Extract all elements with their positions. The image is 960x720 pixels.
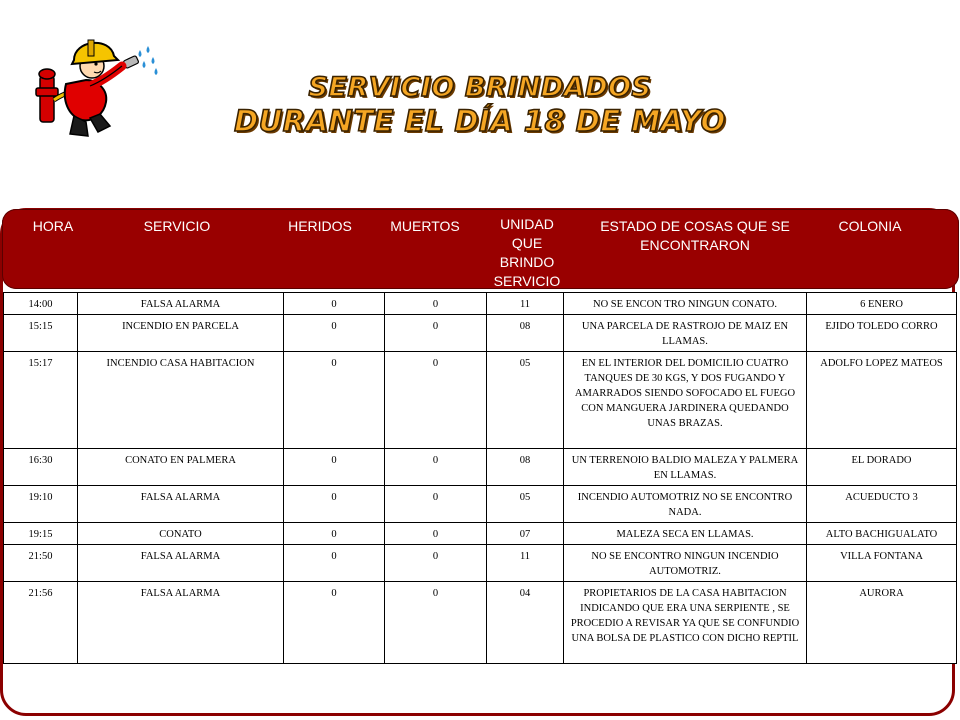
header-muertos: MUERTOS: [390, 218, 460, 234]
cell-hora: 14:00: [4, 293, 78, 315]
services-table: [3, 292, 957, 664]
cell-unidad: 08: [487, 449, 564, 486]
cell-hora: 21:56: [4, 582, 78, 664]
cell-servicio: FALSA ALARMA: [78, 486, 284, 523]
page-title-line2: DURANTE EL DÍA 18 DE MAYO: [234, 104, 726, 138]
cell-muertos: 0: [385, 449, 487, 486]
cell-servicio: INCENDIO EN PARCELA: [78, 315, 284, 352]
cell-hora: 19:10: [4, 486, 78, 523]
cell-servicio: FALSA ALARMA: [78, 545, 284, 582]
table-row: [4, 293, 957, 315]
table-header: [2, 209, 959, 289]
cell-hora: 21:50: [4, 545, 78, 582]
cell-hora: 19:15: [4, 523, 78, 545]
cell-colonia: 6 ENERO: [807, 293, 957, 315]
cell-muertos: 0: [385, 352, 487, 449]
cell-heridos: 0: [284, 449, 385, 486]
cell-colonia: ADOLFO LOPEZ MATEOS: [807, 352, 957, 449]
header-unidad-line1: UNIDAD: [500, 216, 554, 232]
header-heridos: HERIDOS: [288, 218, 352, 234]
cell-heridos: 0: [284, 293, 385, 315]
cell-colonia: AURORA: [807, 582, 957, 664]
cell-muertos: 0: [385, 582, 487, 664]
cell-muertos: 0: [385, 293, 487, 315]
cell-heridos: 0: [284, 352, 385, 449]
cell-estado: NO SE ENCON TRO NINGUN CONATO.: [564, 293, 807, 315]
cell-unidad: 08: [487, 315, 564, 352]
cell-muertos: 0: [385, 315, 487, 352]
cell-heridos: 0: [284, 545, 385, 582]
cell-estado: NO SE ENCONTRO NINGUN INCENDIO AUTOMOTRIZ.: [564, 545, 807, 582]
cell-hora: 15:15: [4, 315, 78, 352]
table-row: [4, 315, 957, 352]
cell-colonia: EL DORADO: [807, 449, 957, 486]
header-unidad: [477, 215, 577, 291]
table-row: [4, 582, 957, 664]
header-unidad-line4: SERVICIO: [493, 273, 561, 289]
cell-colonia: VILLA FONTANA: [807, 545, 957, 582]
cell-servicio: FALSA ALARMA: [78, 293, 284, 315]
cell-colonia: EJIDO TOLEDO CORRO: [807, 315, 957, 352]
cell-muertos: 0: [385, 523, 487, 545]
header-unidad-line3: BRINDO: [499, 254, 555, 270]
cell-estado: EN EL INTERIOR DEL DOMICILIO CUATRO TANQUES DE 30 KGS, Y DOS FUGANDO Y AMARRADOS SIENDO SOFOCADO EL FUEGO CON MANGUERA JARDINERA QUEDANDO UNAS BRAZAS.: [564, 352, 807, 449]
cell-estado: UNA PARCELA DE RASTROJO DE MAIZ EN LLAMAS.: [564, 315, 807, 352]
cell-heridos: 0: [284, 523, 385, 545]
cell-servicio: CONATO: [78, 523, 284, 545]
header-colonia: COLONIA: [838, 218, 902, 234]
cell-servicio: INCENDIO CASA HABITACION: [78, 352, 284, 449]
cell-unidad: 05: [487, 352, 564, 449]
header-estado: ESTADO DE COSAS QUE SE ENCONTRARON: [600, 218, 790, 253]
cell-colonia: ALTO BACHIGUALATO: [807, 523, 957, 545]
cell-unidad: 11: [487, 545, 564, 582]
table-row: [4, 486, 957, 523]
cell-unidad: 05: [487, 486, 564, 523]
cell-unidad: 07: [487, 523, 564, 545]
table-row: [4, 352, 957, 449]
cell-heridos: 0: [284, 315, 385, 352]
table-row: [4, 449, 957, 486]
header-servicio: SERVICIO: [143, 218, 211, 234]
cell-unidad: 04: [487, 582, 564, 664]
table-row: [4, 523, 957, 545]
cell-estado: INCENDIO AUTOMOTRIZ NO SE ENCONTRO NADA.: [564, 486, 807, 523]
cell-heridos: 0: [284, 486, 385, 523]
cell-muertos: 0: [385, 545, 487, 582]
cell-hora: 16:30: [4, 449, 78, 486]
cell-muertos: 0: [385, 486, 487, 523]
page-title-line1: SERVICIO BRINDADOS: [308, 72, 652, 103]
cell-servicio: CONATO EN PALMERA: [78, 449, 284, 486]
cell-heridos: 0: [284, 582, 385, 664]
cell-estado: PROPIETARIOS DE LA CASA HABITACION INDICANDO QUE ERA UNA SERPIENTE , SE PROCEDIO A REVISAR YA QUE SE CONFUNDIO UNA BOLSA DE PLASTICO CON DICHO REPTIL: [564, 582, 807, 664]
cell-servicio: FALSA ALARMA: [78, 582, 284, 664]
table-row: [4, 545, 957, 582]
cell-colonia: ACUEDUCTO 3: [807, 486, 957, 523]
cell-estado: MALEZA SECA EN LLAMAS.: [564, 523, 807, 545]
table-body: [4, 293, 957, 664]
header-hora: HORA: [32, 218, 74, 234]
cell-hora: 15:17: [4, 352, 78, 449]
cell-unidad: 11: [487, 293, 564, 315]
header-unidad-line2: QUE: [511, 235, 543, 251]
cell-estado: UN TERRENOIO BALDIO MALEZA Y PALMERA EN LLAMAS.: [564, 449, 807, 486]
